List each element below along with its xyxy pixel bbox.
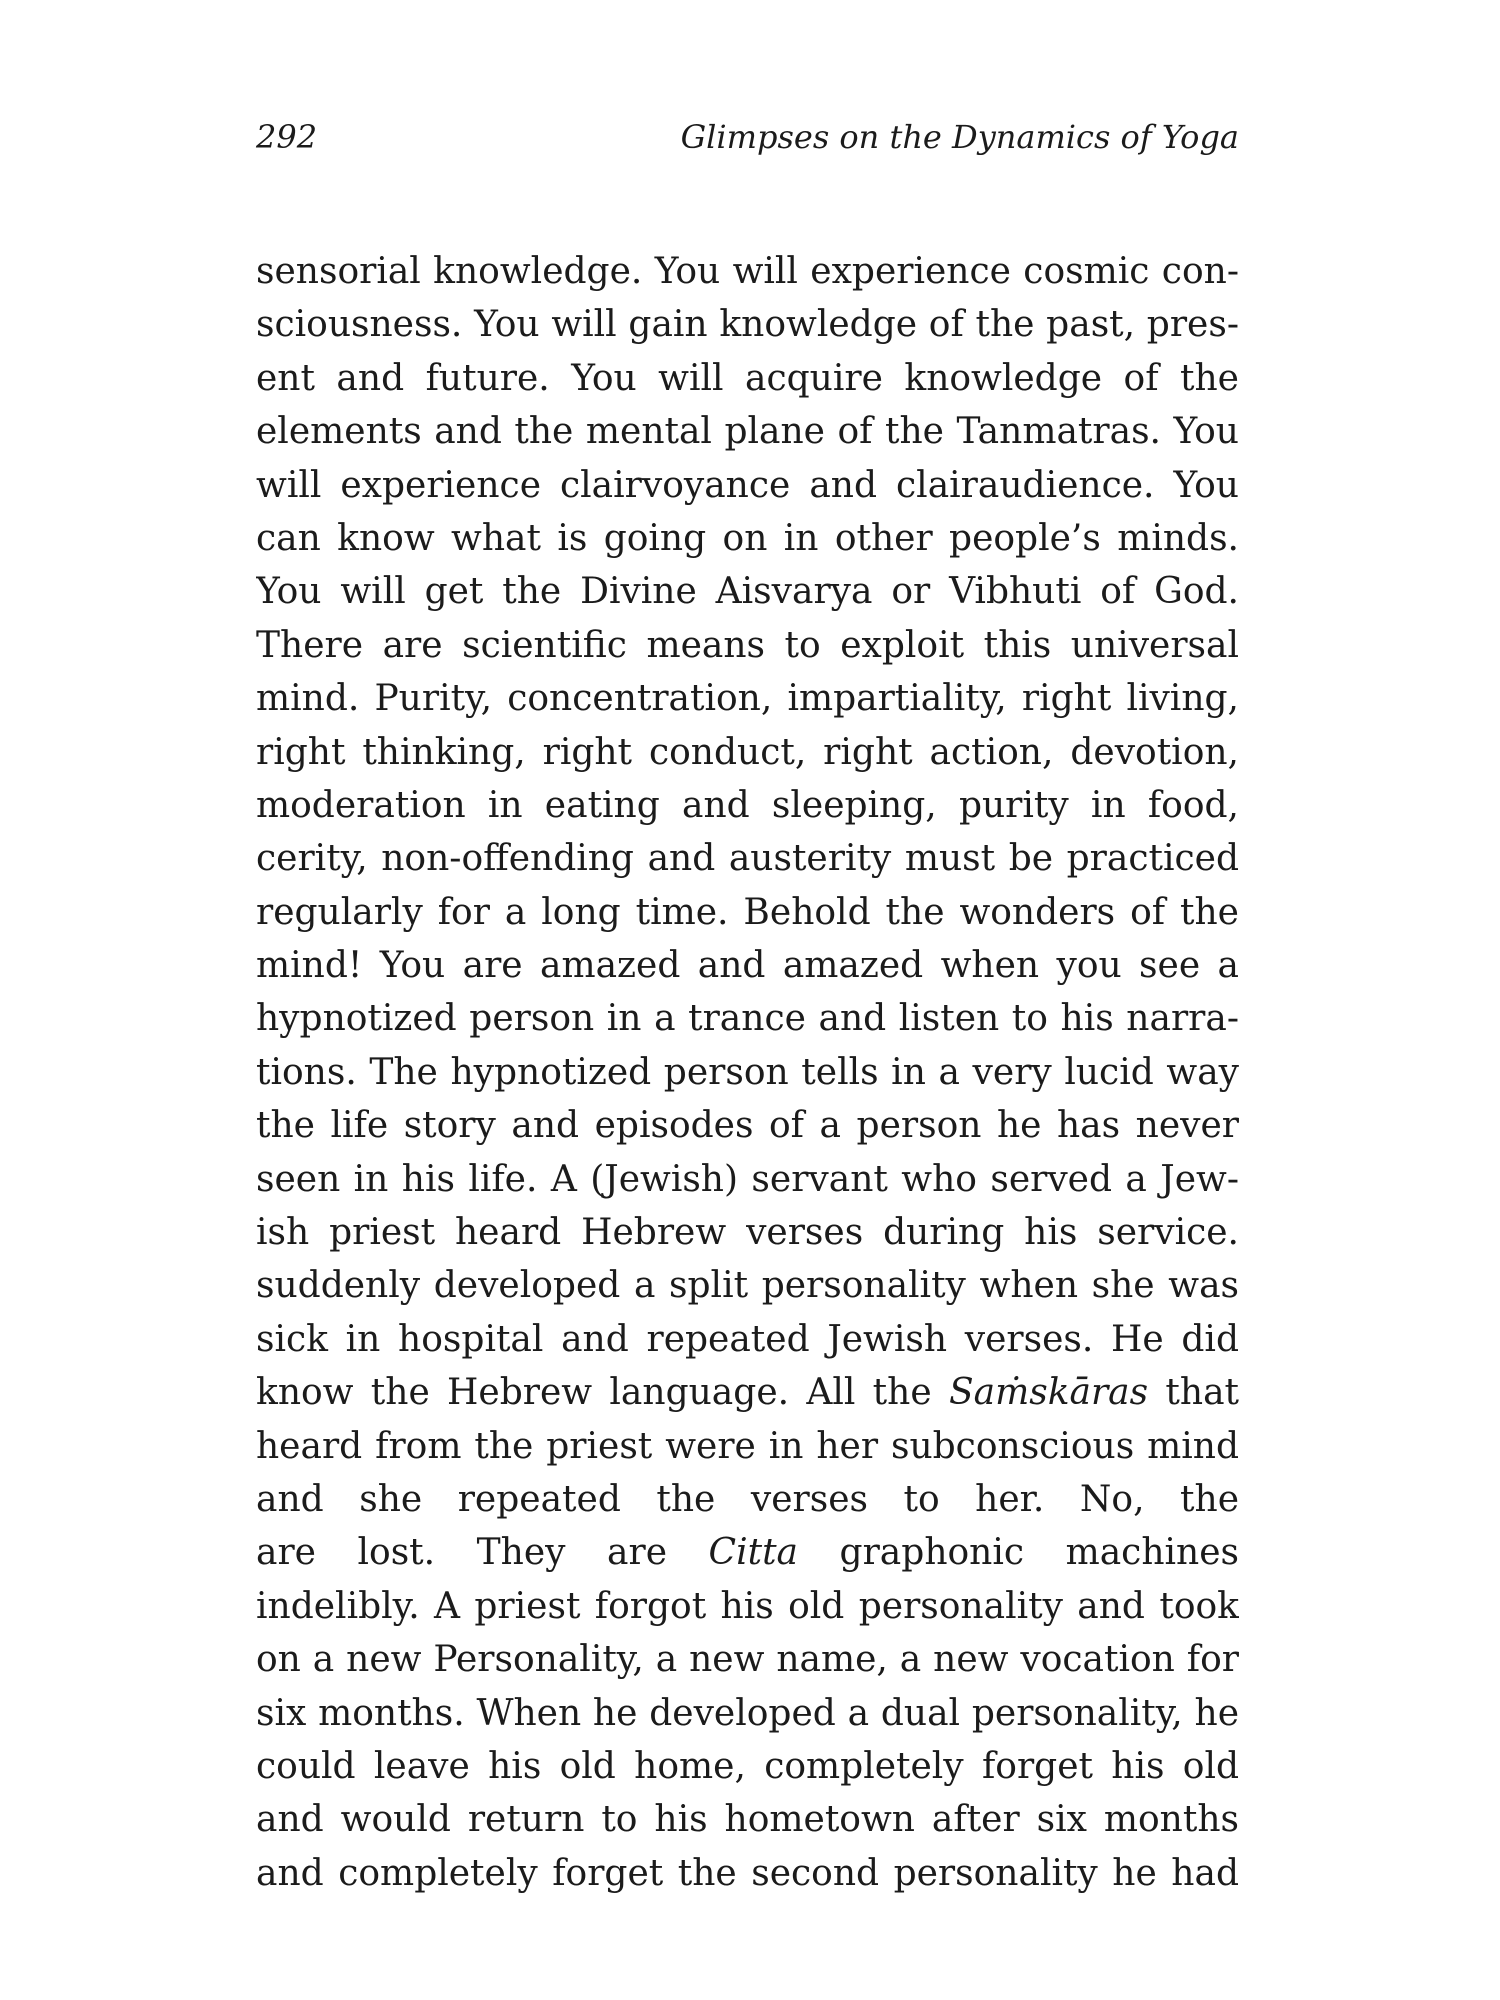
line-text: know the Hebrew language. All the xyxy=(256,1372,949,1414)
text-line: regularly for a long time. Behold the wonders of the xyxy=(256,891,1239,933)
text-line xyxy=(256,1366,1239,1419)
text-line: heard from the priest were in her subconscious mind xyxy=(256,1425,1239,1467)
body-paragraph xyxy=(256,245,1239,1900)
text-line: ish priest heard Hebrew verses during his service. xyxy=(256,1212,1239,1254)
text-line: moderation in eating and sleeping, purity in food, xyxy=(256,784,1239,826)
text-line: right thinking, right conduct, right action, devotion, xyxy=(256,731,1239,773)
text-line: indelibly. A priest forgot his old personality and took xyxy=(256,1585,1239,1627)
running-head xyxy=(256,112,1239,162)
page-number: 292 xyxy=(256,118,318,156)
text-line: sick in hospital and repeated Jewish verses. He did xyxy=(256,1318,1239,1360)
text-line: will experience clairvoyance and clairaudience. You xyxy=(256,464,1239,506)
text-line: There are scientific means to exploit this universal xyxy=(256,624,1239,666)
line-text: graphonic machines xyxy=(839,1532,1239,1574)
text-line: mind! You are amazed and amazed when you see a xyxy=(256,945,1239,987)
text-line: cerity, non-offending and austerity must be practiced xyxy=(256,838,1239,880)
text-line: on a new Personality, a new name, a new vocation for xyxy=(256,1639,1239,1681)
text-line: elements and the mental plane of the Tanmatras. You xyxy=(256,411,1239,453)
text-line: sciousness. You will gain knowledge of the past, pres- xyxy=(256,304,1239,346)
book-title: Glimpses on the Dynamics of Yoga xyxy=(680,118,1239,156)
text-line: the life story and episodes of a person he has never xyxy=(256,1105,1239,1147)
text-line: You will get the Divine Aisvarya or Vibhuti of God. xyxy=(256,571,1239,613)
text-line: ent and future. You will acquire knowledge of the xyxy=(256,357,1239,399)
text-line: seen in his life. A (Jewish) servant who served a Jew- xyxy=(256,1158,1239,1200)
text-line: could leave his old home, completely forget his old xyxy=(256,1745,1239,1787)
line-text: are lost. They are xyxy=(256,1532,709,1574)
italic-term: Citta xyxy=(708,1532,799,1574)
text-line: and she repeated the verses to her. No, the xyxy=(256,1478,1239,1520)
text-line: six months. When he developed a dual personality, he xyxy=(256,1692,1239,1734)
text-line xyxy=(256,1526,1239,1579)
text-line: sensorial knowledge. You will experience cosmic con- xyxy=(256,251,1239,292)
line-text: that xyxy=(1165,1372,1239,1414)
text-line: tions. The hypnotized person tells in a very lucid way xyxy=(256,1051,1239,1093)
text-line: and would return to his hometown after six months xyxy=(256,1799,1239,1841)
text-line: can know what is going on in other people’s minds. xyxy=(256,517,1239,559)
text-line: hypnotized person in a trance and listen to his narra- xyxy=(256,998,1239,1040)
italic-term: Saṁskāras xyxy=(948,1372,1149,1414)
text-line: and completely forget the second personality he had xyxy=(256,1852,1239,1894)
text-line: mind. Purity, concentration, impartiality, right living, xyxy=(256,678,1239,720)
text-line: suddenly developed a split personality when she was xyxy=(256,1265,1239,1307)
